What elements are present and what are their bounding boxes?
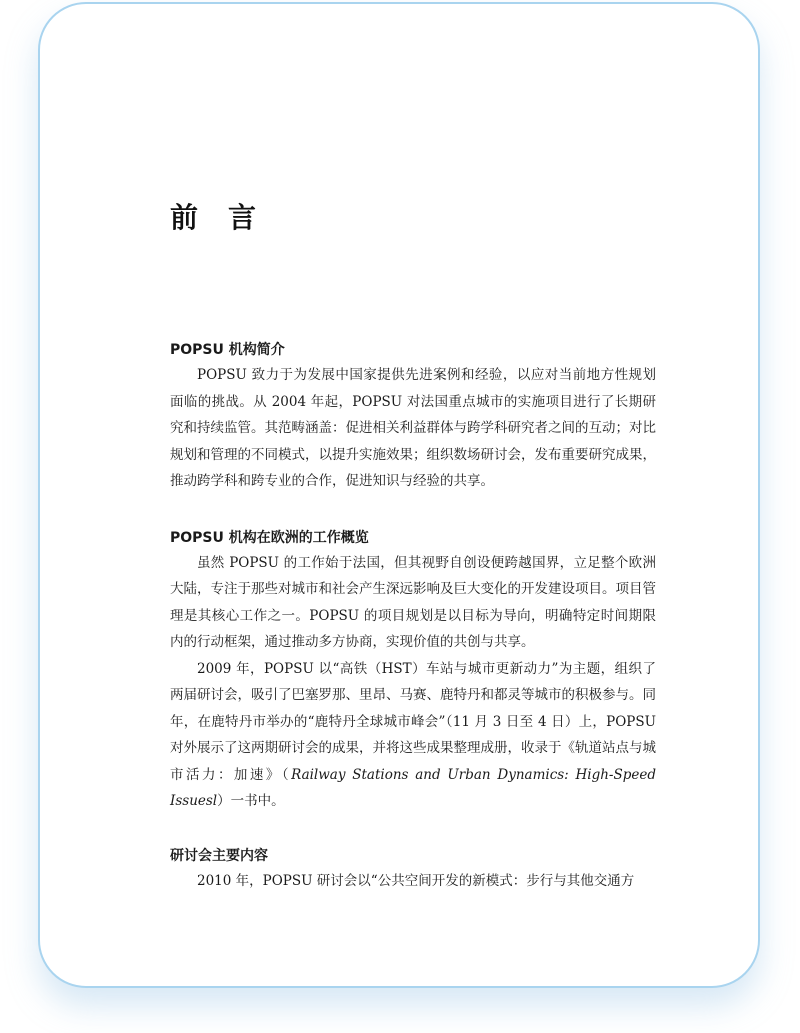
paragraph-europe-2: [170, 656, 656, 815]
section-heading-europe: POPSU 机构在欧洲的工作概览: [170, 529, 369, 546]
section-heading-seminar: 研讨会主要内容: [170, 847, 268, 864]
paragraph-seminar: 2010 年，POPSU 研讨会以“公共空间开发的新模式：步行与其他交通方: [197, 872, 635, 889]
paragraph-europe-2-tail: ）一书中。: [217, 793, 285, 809]
paragraph-europe-1: 虽然 POPSU 的工作始于法国，但其视野自创设便跨越国界，立足整个欧洲大陆，专注于那些对城市和社会产生深远影响及巨大变化的开发建设项目。项目管理是其核心工作之一。POPSU 的项目规划是以目标为导向，明确特定时间期限内的行动框架，通过推动多方协商，实现价值的共创与共享。: [170, 554, 656, 650]
section-heading-intro: POPSU 机构简介: [170, 342, 285, 358]
paragraph-intro: POPSU 致力于为发展中国家提供先进案例和经验，以应对当前地方性规划面临的挑战。从 2004 年起，POPSU 对法国重点城市的实施项目进行了长期研究和持续监管。其范畴涵盖：促进相关利益群体与跨学科研究者之间的互动；对比规划和管理的不同模式，以提升实施效果；组织数场研讨会，发布重要研究成果，推动跨学科和跨专业的合作，促进知识与经验的共享。: [170, 367, 656, 489]
body-text: [170, 338, 656, 894]
chapter-title: 前言: [170, 201, 287, 234]
book-title-italic: Railway Stations and Urban Dynamics: High-Speed Issuesl: [170, 766, 657, 809]
paragraph-europe-2-text: 2009 年，POPSU 以“高铁（HST）车站与城市更新动力”为主题，组织了两届研讨会，吸引了巴塞罗那、里昂、马赛、鹿特丹和都灵等城市的积极参与。同年，在鹿特丹市举办的“鹿特丹全球城市峰会”（11 月 3 日至 4 日）上，POPSU 对外展示了这两期研讨会的成果，并将这些成果整理成册，收录于《轨道站点与城市活力：加速》（: [170, 660, 656, 783]
